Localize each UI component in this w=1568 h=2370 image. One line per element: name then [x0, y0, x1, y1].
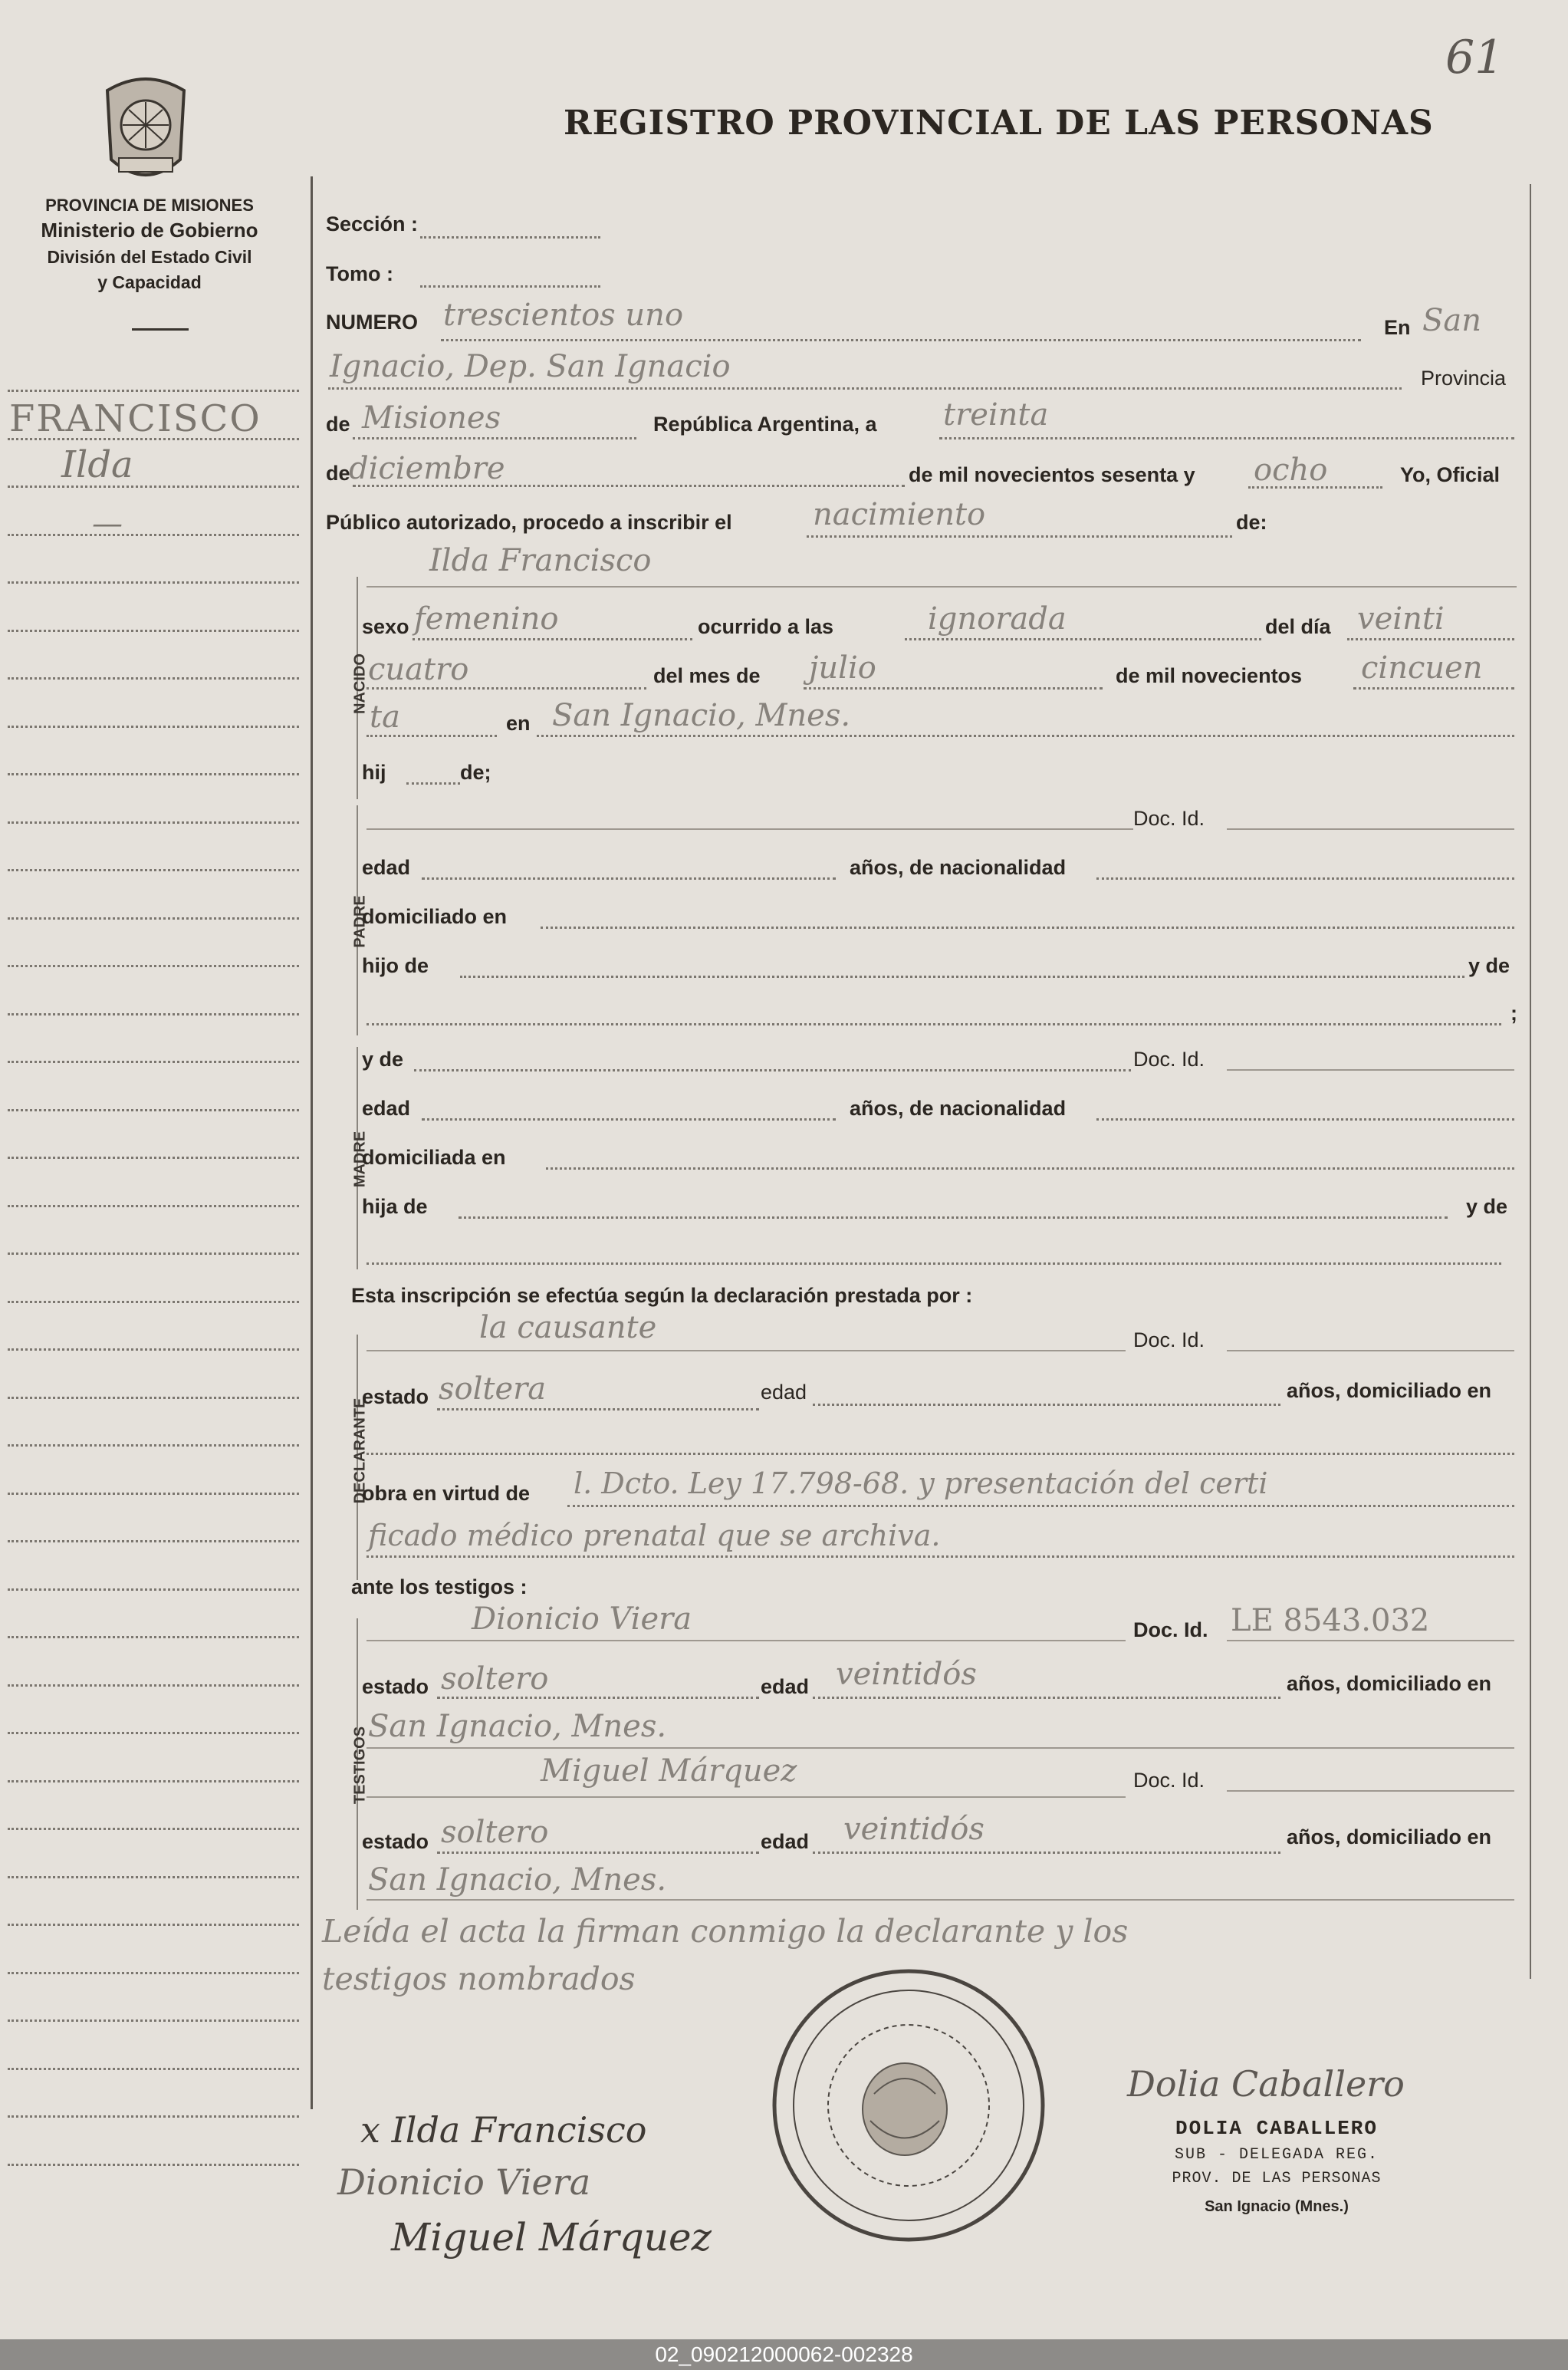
padre-hijo-label: hijo de — [362, 954, 429, 977]
de-label-1: de — [326, 413, 350, 436]
acto-value: nacimiento — [813, 497, 986, 532]
t2-nombre-line — [367, 1796, 1126, 1798]
t2-doc-line — [1227, 1790, 1514, 1792]
firma-3: Miguel Márquez — [391, 2215, 712, 2260]
t1-nombre-value: Dionicio Viera — [472, 1601, 692, 1637]
t2-estado-line — [437, 1852, 759, 1854]
padre-nac-line — [1096, 877, 1514, 880]
margin-ruled-line — [8, 1252, 299, 1255]
page-number: 61 — [1445, 31, 1504, 84]
margin-surname: FRANCISCO — [9, 397, 261, 440]
mes-value: diciembre — [349, 451, 505, 486]
obra-line-1 — [567, 1505, 1514, 1507]
acto-line — [807, 535, 1232, 538]
publico-label: Público autorizado, procedo a inscribir el — [326, 511, 732, 534]
hij-label: hij — [362, 761, 386, 784]
margin-ruled-line — [8, 773, 299, 775]
margin-ruled-line — [8, 677, 299, 680]
seccion-line — [420, 236, 600, 239]
seccion-label: Sección : — [326, 212, 419, 235]
margin-ruled-line — [8, 1924, 299, 1926]
t2-nombre-value: Miguel Márquez — [541, 1753, 797, 1789]
margin-ruled-line — [8, 581, 299, 584]
en-value: San — [1422, 303, 1482, 338]
margin-ruled-line — [8, 821, 299, 824]
de-colon-label: de: — [1236, 511, 1267, 534]
padre-nombre-line — [367, 828, 1133, 830]
madre-doc-label: Doc. Id. — [1133, 1048, 1205, 1071]
obra-label: obra en virtud de — [362, 1482, 531, 1505]
lugar-value: Ignacio, Dep. San Ignacio — [330, 349, 731, 384]
padre-hijo-line — [460, 976, 1464, 978]
provincial-seal-icon — [92, 67, 199, 190]
margin-dash: — — [92, 506, 123, 541]
stamp-line-4: San Ignacio (Mnes.) — [1205, 2198, 1349, 2215]
declarante-edad-label: edad — [761, 1381, 807, 1404]
de-label-2: de — [326, 462, 350, 485]
padre-doc-label: Doc. Id. — [1133, 807, 1205, 830]
oficial-firma: Dolia Caballero — [1127, 2063, 1405, 2105]
dia-nac-2-value: cuatro — [368, 652, 469, 687]
t1-dom-label: años, domiciliado en — [1287, 1672, 1492, 1695]
dia-nac-1-value: veinti — [1357, 601, 1445, 637]
madre-nac-label: años, de nacionalidad — [850, 1097, 1067, 1120]
dia-nac-2-line — [367, 687, 646, 690]
ministry-line-1: PROVINCIA DE MISIONES — [45, 196, 254, 215]
madre-nombre-line — [414, 1069, 1131, 1071]
margin-ruled-line — [8, 1732, 299, 1734]
ante-testigos-label: ante los testigos : — [351, 1575, 528, 1598]
lugar-nac-line — [537, 735, 1514, 737]
declarante-value: la causante — [479, 1310, 657, 1345]
yo-oficial-label: Yo, Oficial — [1400, 463, 1501, 486]
margin-ruled-line — [8, 2164, 299, 2166]
right-border — [1530, 184, 1531, 1979]
cierre-2-value: testigos nombrados — [322, 1960, 636, 1997]
madre-doc-line — [1227, 1069, 1514, 1071]
padre-dom-line — [541, 927, 1514, 929]
madre-edad-label: edad — [362, 1097, 411, 1120]
margin-ruled-line — [8, 1013, 299, 1015]
dia-value: treinta — [943, 397, 1049, 433]
sexo-label: sexo — [362, 615, 409, 638]
madre-y-de-2-label: y de — [1466, 1195, 1508, 1218]
del-mes-label: del mes de — [653, 664, 761, 687]
dia-nac-line — [1347, 638, 1514, 640]
obra-1-value: l. Dcto. Ley 17.798-68. y presentación del certi — [574, 1466, 1268, 1500]
margin-ruled-line — [8, 726, 299, 728]
t2-edad-line — [813, 1852, 1280, 1854]
margin-ruled-line — [8, 917, 299, 920]
margin-ruled-line — [8, 869, 299, 871]
t1-dom-line — [367, 1747, 1514, 1749]
document-title: REGISTRO PROVINCIAL DE LAS PERSONAS — [564, 104, 1434, 143]
t1-dom-value: San Ignacio, Mnes. — [368, 1709, 667, 1744]
sexo-value: femenino — [414, 601, 559, 637]
t2-doc-label: Doc. Id. — [1133, 1769, 1205, 1792]
obra-2-value: ficado médico prenatal que se archiva. — [368, 1519, 941, 1552]
padre-edad-line — [422, 877, 836, 880]
ministry-rule — [132, 328, 189, 331]
provincia-value: Misiones — [362, 400, 501, 436]
republica-label: República Argentina, a — [653, 413, 877, 436]
margin-ruled-line — [8, 1972, 299, 1974]
mes-nac-value: julio — [809, 650, 876, 686]
declarante-doc-line — [1227, 1350, 1514, 1351]
declarante-edad-line — [813, 1404, 1280, 1406]
madre-nac-line — [1096, 1118, 1514, 1121]
hora-line — [905, 638, 1261, 640]
t1-edad-line — [813, 1697, 1280, 1699]
footer-file-id: 02_090212000062-002328 — [0, 2339, 1568, 2370]
t2-dom-label: años, domiciliado en — [1287, 1825, 1492, 1848]
t1-estado-value: soltero — [441, 1661, 549, 1697]
numero-value: trescientos uno — [443, 298, 684, 333]
padre-nac-label: años, de nacionalidad — [850, 856, 1067, 879]
nacido-section-label: NACIDO — [351, 653, 369, 714]
ocurrido-label: ocurrido a las — [698, 615, 834, 638]
lugar-nac-value: San Ignacio, Mnes. — [552, 698, 851, 733]
provincia-line — [353, 437, 636, 439]
lugar-line — [328, 387, 1402, 390]
sesenta-label: de mil novecientos sesenta y — [909, 463, 1195, 486]
declarante-doc-label: Doc. Id. — [1133, 1328, 1205, 1351]
margin-ruled-line — [8, 1444, 299, 1447]
margin-ruled-line — [8, 1205, 299, 1207]
stamp-line-2: SUB - DELEGADA REG. — [1174, 2146, 1379, 2164]
declarante-estado-label: estado — [362, 1385, 429, 1408]
margin-ruled-line — [8, 1157, 299, 1159]
margin-ruled-line — [8, 2068, 299, 2070]
margin-ruled-line — [8, 1301, 299, 1303]
margin-ruled-line — [8, 1348, 299, 1351]
t2-dom-line — [367, 1899, 1514, 1901]
margin-ruled-line — [8, 965, 299, 967]
margin-ruled-line — [8, 534, 299, 536]
margin-ruled-line — [8, 1876, 299, 1878]
ministry-line-4: y Capacidad — [97, 272, 202, 292]
stamp-line-3: PROV. DE LAS PERSONAS — [1172, 2170, 1382, 2187]
margin-ruled-line — [8, 1397, 299, 1399]
madre-hija-label: hija de — [362, 1195, 428, 1218]
t1-edad-value: veintidós — [836, 1657, 977, 1692]
anio-nac-line — [1353, 687, 1514, 690]
t2-edad-value: veintidós — [843, 1812, 985, 1847]
t2-estado-label: estado — [362, 1830, 429, 1853]
anio-value: ocho — [1254, 453, 1328, 488]
de-semicolon-label: de; — [460, 761, 491, 784]
declarante-dom-label: años, domiciliado en — [1287, 1379, 1492, 1402]
anio-line — [1248, 486, 1382, 489]
t2-estado-value: soltero — [441, 1815, 549, 1850]
madre-section-label: MADRE — [351, 1131, 369, 1188]
padre-extra-line — [367, 1023, 1501, 1025]
padre-edad-label: edad — [362, 856, 411, 879]
ministry-line-3: División del Estado Civil — [47, 247, 252, 267]
anio-nac-1-value: cincuen — [1361, 650, 1483, 686]
provincia-label: Provincia — [1421, 367, 1507, 390]
inscripcion-label: Esta inscripción se efectúa según la declaración prestada por : — [351, 1284, 973, 1307]
declarante-estado-line — [437, 1408, 759, 1410]
nombre-value: Ilda Francisco — [429, 543, 652, 578]
margin-ruled-line — [8, 1540, 299, 1542]
padre-dom-label: domiciliado en — [362, 905, 508, 928]
hora-value: ignorada — [928, 601, 1067, 637]
hij-line — [406, 782, 460, 785]
t1-nombre-line — [367, 1640, 1126, 1641]
madre-dom-line — [546, 1167, 1514, 1170]
padre-semicolon: ; — [1510, 1002, 1517, 1025]
ministry-line-2: Ministerio de Gobierno — [41, 219, 258, 242]
declarante-line — [367, 1350, 1126, 1351]
margin-ruled-line — [8, 1780, 299, 1782]
del-dia-label: del día — [1265, 615, 1331, 638]
t1-doc-value: LE 8543.032 — [1231, 1603, 1430, 1638]
mes-nac-line — [804, 687, 1103, 690]
padre-section-label: PADRE — [351, 895, 369, 948]
margin-ruled-line — [8, 2019, 299, 2022]
t2-dom-value: San Ignacio, Mnes. — [368, 1862, 667, 1898]
declarante-extra-line — [367, 1453, 1514, 1455]
madre-hija-line — [459, 1216, 1448, 1219]
registry-stamp-icon — [767, 1963, 1050, 2247]
margin-ruled-line — [8, 630, 299, 632]
t2-edad-label: edad — [761, 1830, 810, 1853]
madre-y-de-label: y de — [362, 1048, 404, 1071]
mil-novecientos-label: de mil novecientos — [1116, 664, 1303, 687]
t1-estado-line — [437, 1697, 759, 1699]
en-nac-label: en — [506, 712, 531, 735]
en-label: En — [1384, 316, 1411, 339]
oficial-stamp — [1123, 2117, 1430, 2216]
margin-ruled-line — [8, 1493, 299, 1495]
t1-estado-label: estado — [362, 1675, 429, 1698]
declarante-section-label: DECLARANTE — [351, 1397, 369, 1504]
anio-nac-2-line — [367, 735, 497, 737]
margin-ruled-line — [8, 1588, 299, 1591]
padre-y-de-label: y de — [1468, 954, 1510, 977]
margin-name: Ilda — [61, 443, 133, 486]
t1-doc-line — [1227, 1640, 1514, 1641]
t1-edad-label: edad — [761, 1675, 810, 1698]
numero-line — [441, 339, 1361, 341]
testigos-section-label: TESTIGOS — [351, 1726, 369, 1805]
stamp-line-1: DOLIA CABALLERO — [1175, 2117, 1379, 2140]
firma-2: Dionicio Viera — [337, 2161, 591, 2203]
margin-ruled-line — [8, 2115, 299, 2118]
dia-line — [939, 437, 1514, 439]
margin-divider — [311, 176, 313, 2109]
t1-doc-label: Doc. Id. — [1133, 1618, 1208, 1641]
obra-line-2 — [367, 1555, 1514, 1558]
anio-nac-2-value: ta — [370, 699, 400, 735]
tomo-line — [420, 285, 600, 288]
nombre-line — [367, 586, 1517, 588]
margin-ruled-line — [8, 1684, 299, 1687]
firma-1: x Ilda Francisco — [360, 2109, 647, 2151]
tomo-label: Tomo : — [326, 262, 393, 285]
margin-ruled-line — [8, 486, 299, 488]
margin-ruled-line — [8, 1061, 299, 1063]
margin-ruled-line — [8, 390, 299, 392]
margin-ruled-line — [8, 1636, 299, 1638]
declarante-estado-value: soltera — [439, 1371, 547, 1407]
mes-line — [353, 485, 905, 487]
padre-doc-line — [1227, 828, 1514, 830]
madre-edad-line — [422, 1118, 836, 1121]
madre-dom-label: domiciliada en — [362, 1146, 506, 1169]
margin-ruled-line — [8, 1828, 299, 1830]
ministry-block — [0, 196, 299, 293]
cierre-1-value: Leída el acta la firman conmigo la declarante y los — [322, 1913, 1129, 1950]
sexo-line — [413, 638, 692, 640]
madre-extra-line — [367, 1262, 1501, 1265]
numero-label: NUMERO — [326, 311, 418, 334]
margin-ruled-line — [8, 1109, 299, 1111]
